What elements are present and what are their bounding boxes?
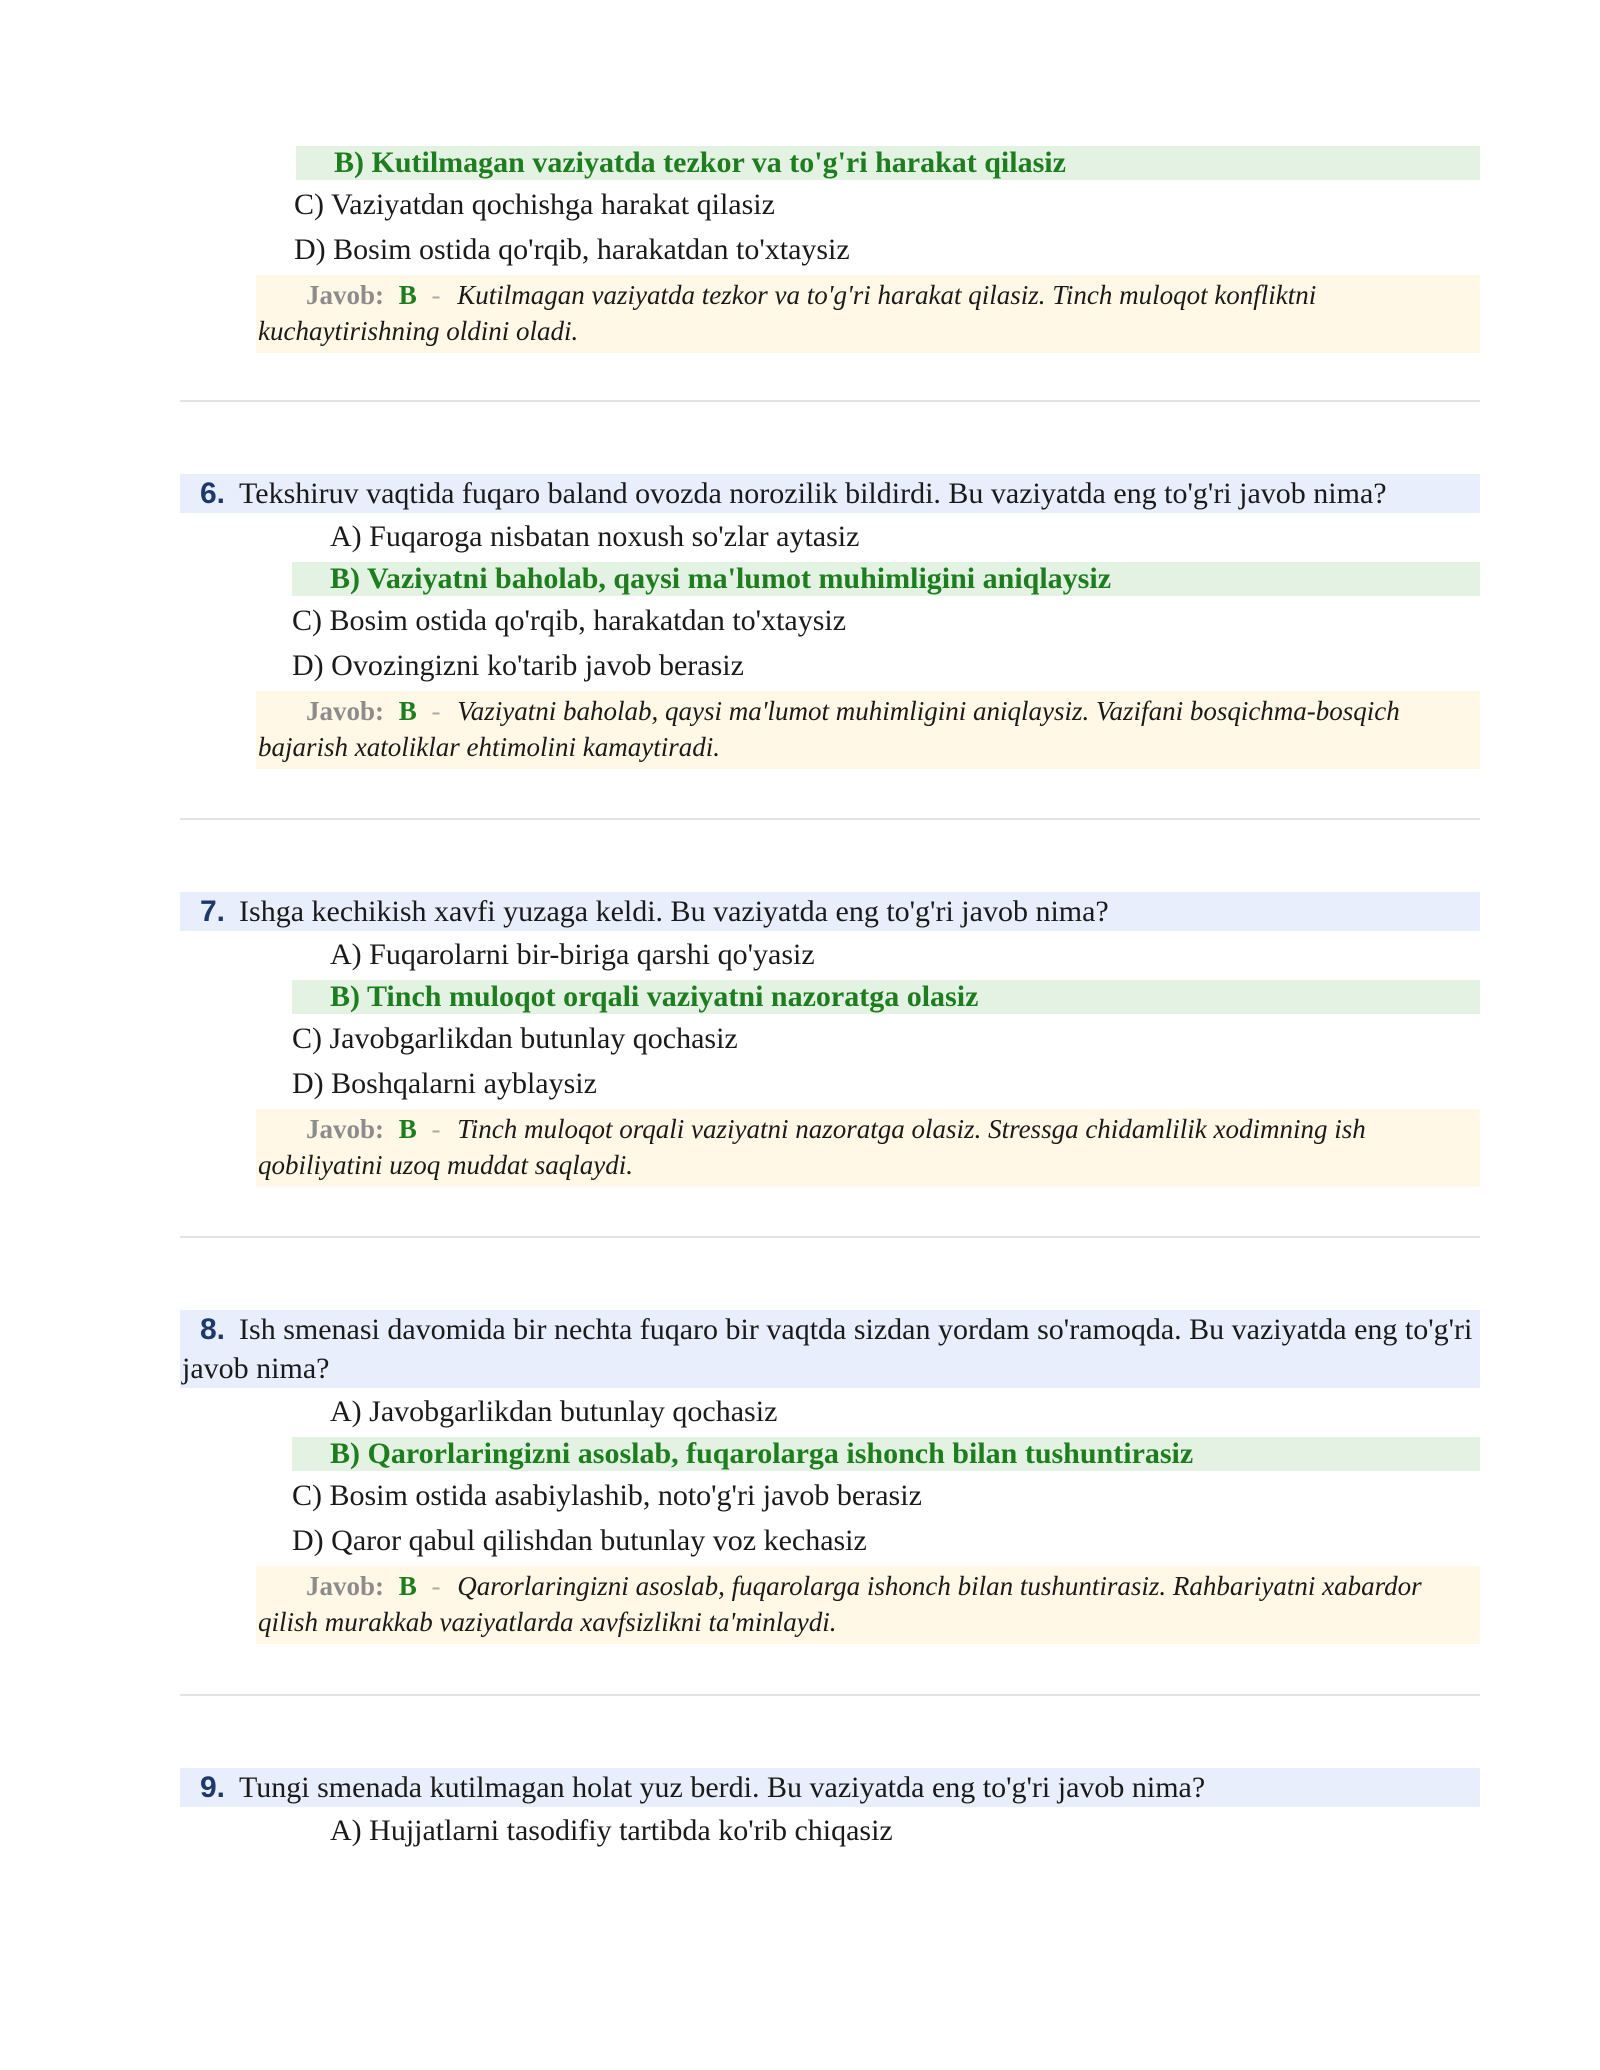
question-block-9 [180,1768,1480,1856]
answer-label: Javob: [306,1114,385,1144]
answer-letter: B [398,696,417,726]
answer-dash: - [431,1571,441,1601]
option-a: A) Hujjatlarni tasodifiy tartibda ko'rib chiqasiz [330,1814,893,1847]
option-b-correct: B) Qarorlaringizni asoslab, fuqarolarga ishonch bilan tushuntirasiz [292,1437,1480,1471]
option-c: C) Bosim ostida asabiylashib, noto'g'ri javob berasiz [292,1479,922,1512]
question-stem: Tungi smenada kutilmagan holat yuz berdi. Bu vaziyatda eng to'g'ri javob nima? [239,1771,1206,1804]
answer-letter: B [398,280,417,310]
answer-dash: - [431,280,441,310]
option-d: D) Qaror qabul qilishdan butunlay voz kechasiz [292,1524,867,1557]
answer-box [256,275,1480,353]
question-text [180,1310,1480,1388]
option-d: D) Bosim ostida qo'rqib, harakatdan to'xtaysiz [294,233,850,266]
answer-box [256,1566,1480,1644]
answer-explanation: Kutilmagan vaziyatda tezkor va to'g'ri harakat qilasiz. Tinch muloqot konfliktni kuchaytirishning oldini oladi. [258,280,1317,346]
answer-label: Javob: [306,1571,385,1601]
question-stem: Ish smenasi davomida bir nechta fuqaro bir vaqtda sizdan yordam so'ramoqda. Bu vaziyatda eng to'g'ri javob nima? [182,1313,1473,1385]
answer-label: Javob: [306,280,385,310]
question-text [180,892,1480,931]
option-a: A) Fuqarolarni bir-biriga qarshi qo'yasiz [330,938,815,971]
answer-dash: - [431,696,441,726]
option-b-correct: B) Kutilmagan vaziyatda tezkor va to'g'ri harakat qilasiz [296,146,1480,180]
answer-dash: - [431,1114,441,1144]
option-a: A) Fuqaroga nisbatan noxush so'zlar aytasiz [330,520,860,553]
option-d: D) Boshqalarni ayblaysiz [292,1067,597,1100]
question-number: 7. [200,895,226,928]
question-block-7 [180,892,1480,1187]
option-c: C) Javobgarlikdan butunlay qochasiz [292,1022,738,1055]
option-c: C) Vaziyatdan qochishga harakat qilasiz [294,188,775,221]
answer-explanation: Tinch muloqot orqali vaziyatni nazoratga olasiz. Stressga chidamlilik xodimning ish qobiliyatini uzoq muddat saqlaydi. [258,1114,1366,1180]
question-number: 9. [200,1771,226,1804]
question-block-8 [180,1310,1480,1644]
divider [180,818,1480,820]
option-d: D) Ovozingizni ko'tarib javob berasiz [292,649,744,682]
question-number: 6. [200,477,226,510]
answer-letter: B [398,1571,417,1601]
answer-label: Javob: [306,696,385,726]
answer-box [256,691,1480,769]
question-block-partial [180,146,1480,353]
option-c: C) Bosim ostida qo'rqib, harakatdan to'xtaysiz [292,604,847,637]
question-block-6 [180,474,1480,769]
question-text [180,474,1480,513]
question-stem: Ishga kechikish xavfi yuzaga keldi. Bu vaziyatda eng to'g'ri javob nima? [239,895,1109,928]
divider [180,400,1480,402]
answer-explanation: Qarorlaringizni asoslab, fuqarolarga ishonch bilan tushuntirasiz. Rahbariyatni xabardor qilish murakkab vaziyatlarda xavfsizlikni ta'minlaydi. [258,1571,1422,1637]
question-stem: Tekshiruv vaqtida fuqaro baland ovozda norozilik bildirdi. Bu vaziyatda eng to'g'ri javob nima? [239,477,1387,510]
answer-box [256,1109,1480,1187]
question-text [180,1768,1480,1807]
answer-explanation: Vaziyatni baholab, qaysi ma'lumot muhimligini aniqlaysiz. Vazifani bosqichma-bosqich bajarish xatoliklar ehtimolini kamaytiradi. [258,696,1400,762]
option-b-correct: B) Vaziyatni baholab, qaysi ma'lumot muhimligini aniqlaysiz [292,562,1480,596]
option-b-correct: B) Tinch muloqot orqali vaziyatni nazoratga olasiz [292,980,1480,1014]
option-a: A) Javobgarlikdan butunlay qochasiz [330,1395,778,1428]
answer-letter: B [398,1114,417,1144]
divider [180,1694,1480,1696]
divider [180,1236,1480,1238]
question-number: 8. [200,1313,226,1346]
